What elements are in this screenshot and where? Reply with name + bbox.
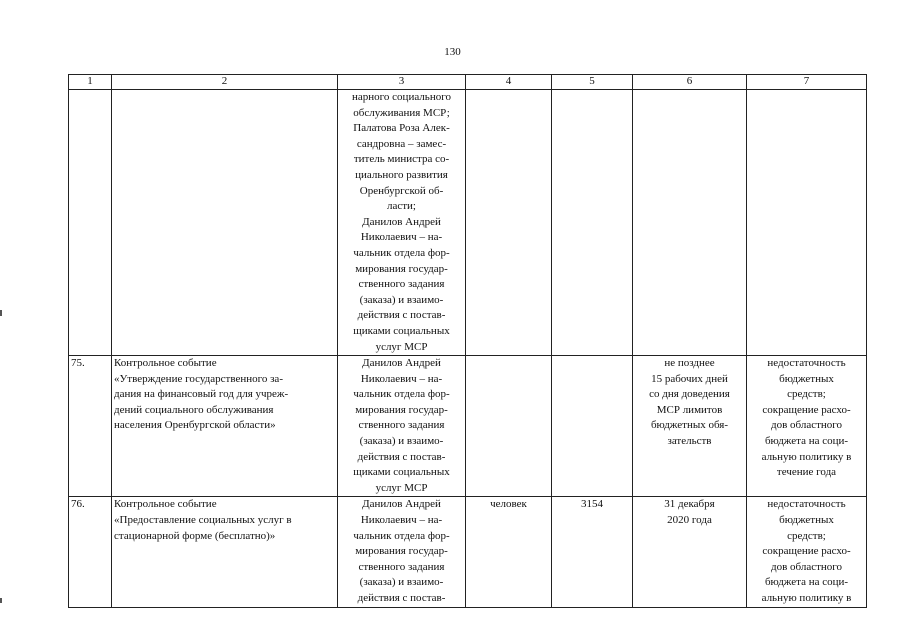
responsible-cell-line: ласти; xyxy=(386,200,416,213)
scan-edge-mark xyxy=(0,310,2,316)
risks-cell-line: средств; xyxy=(787,529,826,542)
responsible-cell-line: нарного социального xyxy=(352,91,451,103)
table-row xyxy=(69,356,867,497)
responsible-cell-line: (заказа) и взаимо- xyxy=(359,576,444,589)
risks-cell-line: средств; xyxy=(787,388,826,401)
event-cell-line: «Предоставление социальных услуг в xyxy=(114,514,292,527)
value-cell xyxy=(552,90,633,356)
unit-cell xyxy=(466,356,552,497)
deadline-cell-line: бюджетных обя- xyxy=(650,419,729,432)
event-cell-line: населения Оренбургской области» xyxy=(114,419,276,432)
responsible-cell-line: ственного задания xyxy=(358,419,445,432)
responsible-cell-line: Палатова Роза Алек- xyxy=(353,122,450,135)
risks-cell-line: бюджета на соци- xyxy=(764,576,849,589)
deadline-cell xyxy=(633,90,747,356)
table-body xyxy=(69,90,867,608)
responsible-cell-line: Данилов Андрей xyxy=(362,215,441,228)
risks-cell-line: альную политику в xyxy=(761,450,852,463)
scan-edge-mark xyxy=(0,598,2,603)
responsible-cell-line: действия с постав- xyxy=(357,309,446,322)
deadline-cell-line: не позднее xyxy=(664,357,715,370)
responsible-cell-line: щиками социальных xyxy=(353,466,450,479)
responsible-cell-line: титель министра со- xyxy=(353,153,450,166)
event-cell-line: Контрольное событие xyxy=(114,498,217,511)
deadline-cell-line: 15 рабочих дней xyxy=(651,372,728,385)
column-header: 3 xyxy=(338,75,466,90)
responsible-cell-line: чальник отдела фор- xyxy=(353,246,450,259)
risks-cell-line: течение года xyxy=(776,466,837,479)
responsible-cell-line: ственного задания xyxy=(358,560,445,573)
responsible-cell-line: (заказа) и взаимо- xyxy=(359,293,444,306)
row-number-cell: 75. xyxy=(69,356,112,497)
deadline-cell-line: зательств xyxy=(667,435,712,448)
plan-table xyxy=(68,74,867,608)
row-number-cell: 76. xyxy=(69,497,112,607)
risks-cell xyxy=(747,90,867,356)
responsible-cell-line: мирования государ- xyxy=(355,545,448,558)
responsible-cell-line: ственного задания xyxy=(358,278,445,291)
responsible-cell-line: Оренбургской об- xyxy=(359,184,444,197)
responsible-cell-line: действия с постав- xyxy=(357,450,446,463)
row-number-cell xyxy=(69,90,112,356)
responsible-cell xyxy=(338,497,466,607)
event-cell-line: стационарной форме (бесплатно)» xyxy=(114,529,276,542)
responsible-cell xyxy=(338,356,466,497)
event-cell xyxy=(112,497,338,607)
deadline-cell xyxy=(633,497,747,607)
risks-cell-line: недостаточность xyxy=(767,498,846,511)
event-cell xyxy=(112,356,338,497)
risks-cell-line: сокращение расхо- xyxy=(762,403,851,416)
risks-cell xyxy=(747,356,867,497)
risks-cell xyxy=(747,497,867,607)
risks-cell-line: бюджета на соци- xyxy=(764,435,849,448)
risks-cell-line: дов областного xyxy=(770,419,843,432)
page-number: 130 xyxy=(444,46,461,58)
deadline-cell-line: 31 декабря xyxy=(664,498,715,511)
responsible-cell-line: действия с постав- xyxy=(357,592,446,604)
responsible-cell-line: чальник отдела фор- xyxy=(353,529,450,542)
column-header: 2 xyxy=(112,75,338,90)
responsible-cell-line: Николаевич – на- xyxy=(360,372,443,385)
responsible-cell-line: Данилов Андрей xyxy=(362,357,441,370)
unit-cell xyxy=(466,90,552,356)
table-header xyxy=(69,75,867,90)
event-cell-line: Контрольное событие xyxy=(114,357,217,370)
table-row xyxy=(69,497,867,607)
risks-cell-line: недостаточность xyxy=(767,357,846,370)
responsible-cell-line: обслуживания МСР; xyxy=(353,106,450,119)
responsible-cell-line: мирования государ- xyxy=(355,262,448,275)
responsible-cell-line: Николаевич – на- xyxy=(360,231,443,244)
deadline-cell-line: 2020 года xyxy=(667,514,712,527)
value-cell xyxy=(552,356,633,497)
header-row xyxy=(69,75,867,90)
responsible-cell-line: щиками социальных xyxy=(353,324,450,337)
responsible-cell-line: Данилов Андрей xyxy=(362,498,441,511)
value-cell: 3154 xyxy=(552,497,633,607)
column-header: 6 xyxy=(633,75,747,90)
responsible-cell xyxy=(338,90,466,356)
risks-cell-line: дов областного xyxy=(770,560,843,573)
responsible-cell-line: (заказа) и взаимо- xyxy=(359,435,444,448)
responsible-cell-line: чальник отдела фор- xyxy=(353,388,450,401)
column-header: 1 xyxy=(69,75,112,90)
risks-cell-line: сокращение расхо- xyxy=(762,545,851,558)
responsible-cell-line: Николаевич – на- xyxy=(360,514,443,527)
responsible-cell-line: сандровна – замес- xyxy=(356,137,447,150)
responsible-cell-line: услуг МСР xyxy=(375,481,428,494)
table-row xyxy=(69,90,867,356)
event-cell xyxy=(112,90,338,356)
responsible-cell-line: услуг МСР xyxy=(375,340,428,353)
responsible-cell-line: мирования государ- xyxy=(355,403,448,416)
risks-cell-line: бюджетных xyxy=(779,372,834,385)
column-header: 5 xyxy=(552,75,633,90)
risks-cell-line: бюджетных xyxy=(779,514,834,527)
risks-cell-line: альную политику в xyxy=(761,592,852,604)
column-header: 4 xyxy=(466,75,552,90)
column-header: 7 xyxy=(747,75,867,90)
responsible-cell-line: циального развития xyxy=(355,168,448,181)
deadline-cell-line: МСР лимитов xyxy=(656,403,723,416)
event-cell-line: дений социального обслуживания xyxy=(114,403,274,416)
event-cell-line: дания на финансовый год для учреж- xyxy=(114,388,289,401)
unit-cell: человек xyxy=(466,497,552,607)
deadline-cell-line: со дня доведения xyxy=(649,388,730,401)
event-cell-line: «Утверждение государственного за- xyxy=(114,372,283,385)
deadline-cell xyxy=(633,356,747,497)
